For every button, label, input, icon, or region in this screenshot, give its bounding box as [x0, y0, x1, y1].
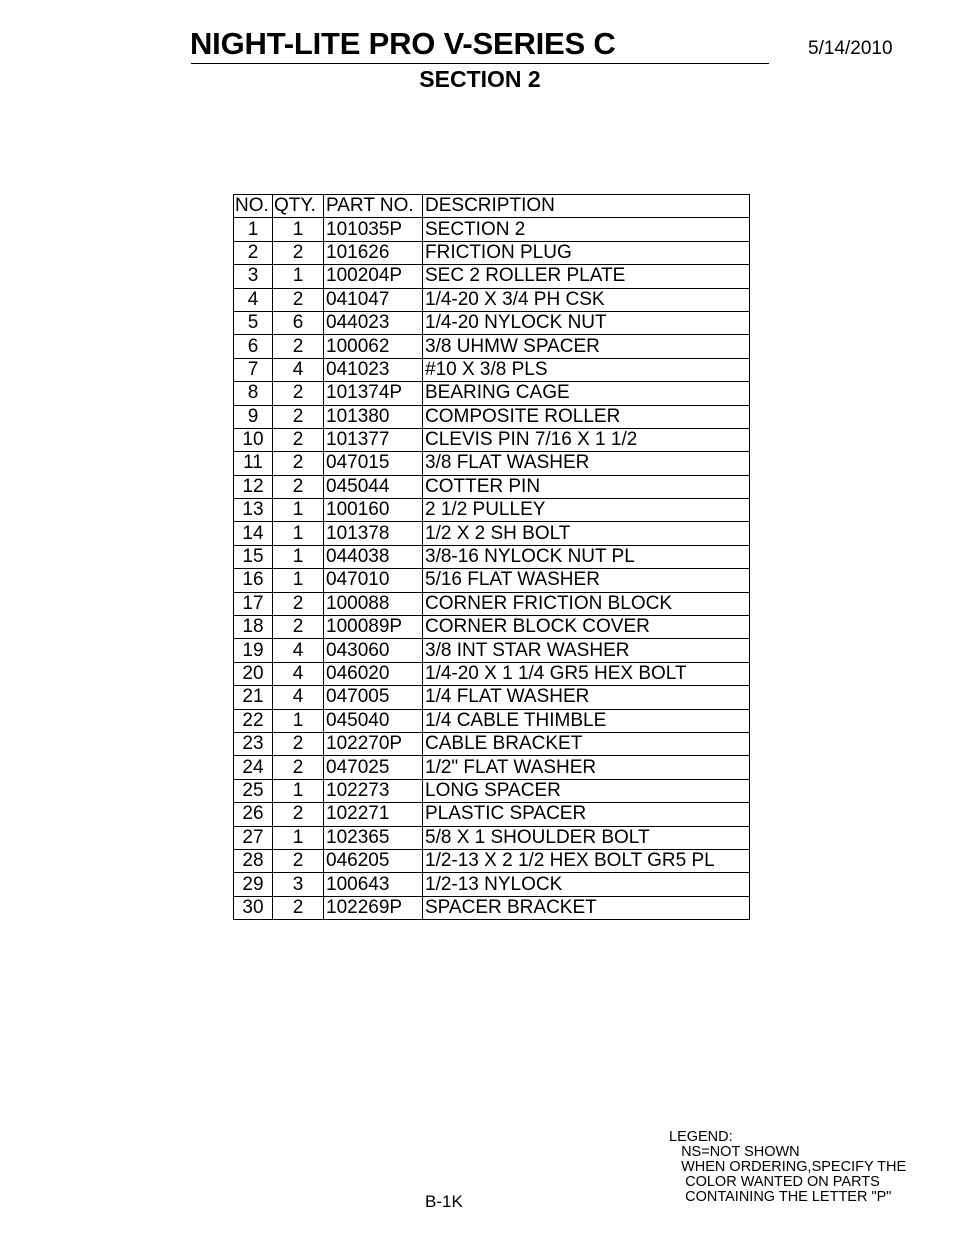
legend-line: CONTAINING THE LETTER "P"	[669, 1189, 892, 1205]
cell-qty: 2	[273, 288, 324, 311]
cell-part-no: 046205	[324, 849, 423, 872]
cell-part-no: 102271	[324, 803, 423, 826]
cell-description: BEARING CAGE	[423, 382, 750, 405]
cell-part-no: 044038	[324, 545, 423, 568]
cell-description: SEC 2 ROLLER PLATE	[423, 265, 750, 288]
cell-description: CORNER BLOCK COVER	[423, 616, 750, 639]
cell-no: 18	[234, 616, 273, 639]
cell-no: 2	[234, 241, 273, 264]
document-date: 5/14/2010	[808, 38, 893, 59]
cell-description: SECTION 2	[423, 218, 750, 241]
cell-no: 8	[234, 382, 273, 405]
cell-no: 15	[234, 545, 273, 568]
cell-no: 1	[234, 218, 273, 241]
cell-qty: 2	[273, 452, 324, 475]
cell-part-no: 102273	[324, 779, 423, 802]
cell-no: 28	[234, 849, 273, 872]
cell-no: 21	[234, 686, 273, 709]
column-header-qty: QTY.	[273, 195, 324, 218]
table-row	[234, 779, 750, 802]
cell-no: 5	[234, 311, 273, 334]
cell-part-no: 101035P	[324, 218, 423, 241]
table-row	[234, 616, 750, 639]
cell-qty: 3	[273, 873, 324, 896]
cell-part-no: 100089P	[324, 616, 423, 639]
cell-description: LONG SPACER	[423, 779, 750, 802]
cell-no: 30	[234, 896, 273, 919]
cell-part-no: 043060	[324, 639, 423, 662]
cell-description: 1/2-13 NYLOCK	[423, 873, 750, 896]
cell-description: CABLE BRACKET	[423, 732, 750, 755]
cell-no: 16	[234, 569, 273, 592]
table-row	[234, 873, 750, 896]
cell-description: 1/4 FLAT WASHER	[423, 686, 750, 709]
table-row	[234, 428, 750, 451]
cell-part-no: 045040	[324, 709, 423, 732]
column-header-no: NO.	[234, 195, 273, 218]
cell-part-no: 100643	[324, 873, 423, 896]
cell-no: 13	[234, 499, 273, 522]
cell-qty: 2	[273, 803, 324, 826]
cell-qty: 2	[273, 756, 324, 779]
cell-qty: 2	[273, 405, 324, 428]
cell-description: SPACER BRACKET	[423, 896, 750, 919]
cell-part-no: 047025	[324, 756, 423, 779]
cell-no: 4	[234, 288, 273, 311]
cell-part-no: 047010	[324, 569, 423, 592]
cell-no: 7	[234, 358, 273, 381]
cell-no: 27	[234, 826, 273, 849]
table-row	[234, 311, 750, 334]
table-row	[234, 382, 750, 405]
cell-description: 1/4 CABLE THIMBLE	[423, 709, 750, 732]
cell-description: 3/8 UHMW SPACER	[423, 335, 750, 358]
table-row	[234, 545, 750, 568]
cell-part-no: 100088	[324, 592, 423, 615]
table-row	[234, 826, 750, 849]
cell-qty: 2	[273, 241, 324, 264]
cell-description: 5/16 FLAT WASHER	[423, 569, 750, 592]
column-header-part-no: PART NO.	[324, 195, 423, 218]
cell-description: #10 X 3/8 PLS	[423, 358, 750, 381]
cell-no: 3	[234, 265, 273, 288]
cell-description: 1/4-20 X 1 1/4 GR5 HEX BOLT	[423, 662, 750, 685]
cell-part-no: 102365	[324, 826, 423, 849]
cell-qty: 4	[273, 686, 324, 709]
table-row	[234, 569, 750, 592]
cell-part-no: 102269P	[324, 896, 423, 919]
cell-part-no: 041047	[324, 288, 423, 311]
table-row	[234, 288, 750, 311]
cell-qty: 1	[273, 499, 324, 522]
section-subtitle: SECTION 2	[419, 66, 541, 92]
cell-no: 25	[234, 779, 273, 802]
cell-no: 6	[234, 335, 273, 358]
cell-qty: 1	[273, 569, 324, 592]
cell-qty: 6	[273, 311, 324, 334]
cell-description: FRICTION PLUG	[423, 241, 750, 264]
cell-qty: 2	[273, 335, 324, 358]
column-header-description: DESCRIPTION	[423, 195, 750, 218]
cell-part-no: 101377	[324, 428, 423, 451]
cell-qty: 4	[273, 662, 324, 685]
cell-no: 22	[234, 709, 273, 732]
legend-heading: LEGEND:	[669, 1129, 733, 1145]
cell-description: COMPOSITE ROLLER	[423, 405, 750, 428]
cell-qty: 1	[273, 826, 324, 849]
table-row	[234, 265, 750, 288]
cell-qty: 1	[273, 779, 324, 802]
cell-part-no: 101380	[324, 405, 423, 428]
legend-line: NS=NOT SHOWN	[669, 1144, 800, 1160]
table-row	[234, 732, 750, 755]
cell-qty: 2	[273, 732, 324, 755]
cell-no: 17	[234, 592, 273, 615]
cell-part-no: 100062	[324, 335, 423, 358]
parts-table	[233, 194, 750, 920]
table-row	[234, 241, 750, 264]
cell-no: 29	[234, 873, 273, 896]
cell-no: 23	[234, 732, 273, 755]
table-row	[234, 522, 750, 545]
cell-qty: 1	[273, 709, 324, 732]
table-row	[234, 592, 750, 615]
cell-qty: 1	[273, 218, 324, 241]
page-number: B-1K	[425, 1192, 463, 1211]
table-row	[234, 639, 750, 662]
cell-no: 20	[234, 662, 273, 685]
legend-line: COLOR WANTED ON PARTS	[669, 1174, 880, 1190]
table-row	[234, 756, 750, 779]
table-row	[234, 452, 750, 475]
cell-part-no: 102270P	[324, 732, 423, 755]
table-row	[234, 358, 750, 381]
table-row	[234, 849, 750, 872]
cell-qty: 1	[273, 265, 324, 288]
cell-description: 1/2" FLAT WASHER	[423, 756, 750, 779]
table-row	[234, 335, 750, 358]
cell-part-no: 100204P	[324, 265, 423, 288]
legend-line: WHEN ORDERING,SPECIFY THE	[669, 1159, 907, 1175]
cell-description: COTTER PIN	[423, 475, 750, 498]
cell-qty: 2	[273, 428, 324, 451]
cell-description: CORNER FRICTION BLOCK	[423, 592, 750, 615]
cell-no: 24	[234, 756, 273, 779]
cell-qty: 2	[273, 849, 324, 872]
cell-qty: 1	[273, 545, 324, 568]
cell-description: 3/8-16 NYLOCK NUT PL	[423, 545, 750, 568]
cell-qty: 2	[273, 896, 324, 919]
cell-part-no: 045044	[324, 475, 423, 498]
table-row	[234, 499, 750, 522]
table-row	[234, 662, 750, 685]
cell-part-no: 100160	[324, 499, 423, 522]
cell-description: 1/4-20 X 3/4 PH CSK	[423, 288, 750, 311]
cell-part-no: 101626	[324, 241, 423, 264]
cell-part-no: 047005	[324, 686, 423, 709]
document-title: NIGHT-LITE PRO V-SERIES C	[190, 26, 616, 61]
cell-no: 12	[234, 475, 273, 498]
cell-no: 26	[234, 803, 273, 826]
cell-qty: 2	[273, 616, 324, 639]
cell-no: 19	[234, 639, 273, 662]
cell-part-no: 044023	[324, 311, 423, 334]
cell-description: 3/8 FLAT WASHER	[423, 452, 750, 475]
cell-description: 5/8 X 1 SHOULDER BOLT	[423, 826, 750, 849]
parts-table-body	[234, 218, 750, 920]
table-row	[234, 896, 750, 919]
cell-no: 9	[234, 405, 273, 428]
table-row	[234, 686, 750, 709]
cell-part-no: 047015	[324, 452, 423, 475]
cell-description: PLASTIC SPACER	[423, 803, 750, 826]
cell-no: 10	[234, 428, 273, 451]
table-row	[234, 475, 750, 498]
cell-qty: 4	[273, 358, 324, 381]
cell-description: CLEVIS PIN 7/16 X 1 1/2	[423, 428, 750, 451]
legend	[669, 1130, 906, 1205]
cell-qty: 1	[273, 522, 324, 545]
cell-part-no: 041023	[324, 358, 423, 381]
cell-qty: 2	[273, 592, 324, 615]
table-row	[234, 709, 750, 732]
cell-part-no: 046020	[324, 662, 423, 685]
cell-qty: 2	[273, 475, 324, 498]
cell-qty: 4	[273, 639, 324, 662]
cell-description: 1/2 X 2 SH BOLT	[423, 522, 750, 545]
cell-no: 11	[234, 452, 273, 475]
table-row	[234, 218, 750, 241]
cell-qty: 2	[273, 382, 324, 405]
cell-no: 14	[234, 522, 273, 545]
cell-part-no: 101378	[324, 522, 423, 545]
table-row	[234, 405, 750, 428]
cell-description: 1/4-20 NYLOCK NUT	[423, 311, 750, 334]
cell-part-no: 101374P	[324, 382, 423, 405]
table-header-row	[234, 195, 750, 218]
title-underline	[191, 63, 769, 64]
cell-description: 1/2-13 X 2 1/2 HEX BOLT GR5 PL	[423, 849, 750, 872]
cell-description: 3/8 INT STAR WASHER	[423, 639, 750, 662]
table-row	[234, 803, 750, 826]
cell-description: 2 1/2 PULLEY	[423, 499, 750, 522]
